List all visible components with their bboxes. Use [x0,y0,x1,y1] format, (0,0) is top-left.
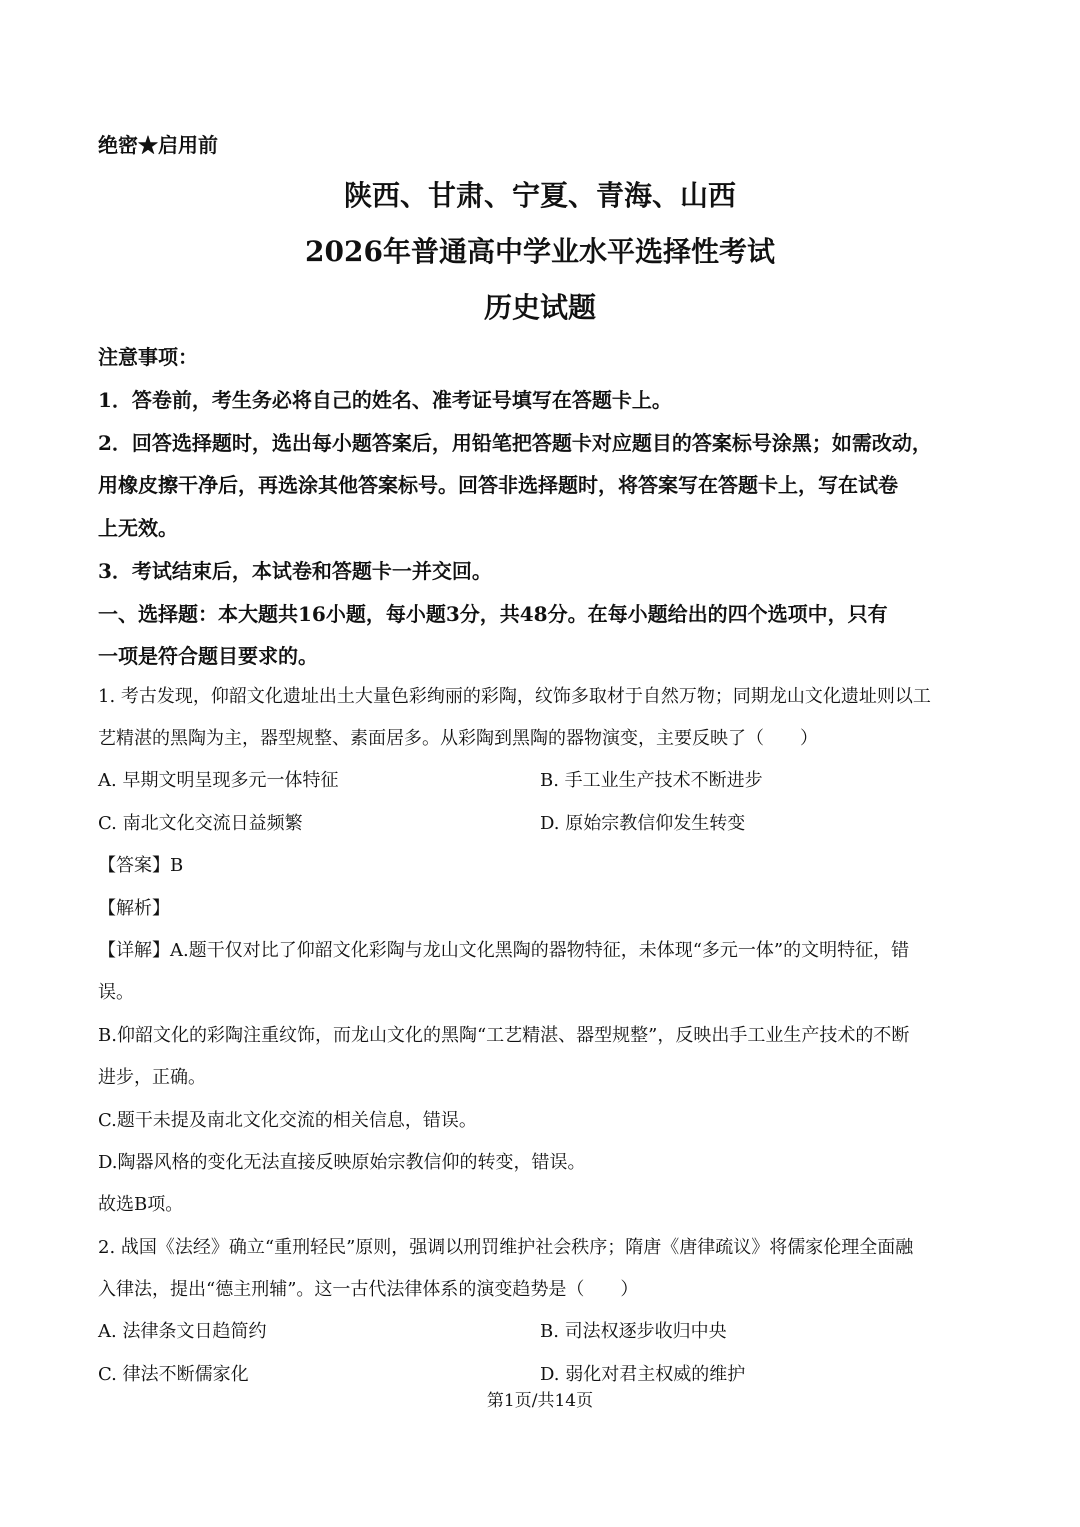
q2-option-c: C. 律法不断儒家化 [98,1364,249,1385]
q1-detail-a-line-1: 【详解】A.题干仅对比了仰韶文化彩陶与龙山文化黑陶的器物特征，未体现“多元一体”的文明特征，错 [98,940,910,961]
q1-detail-b-line-2: 进步，正确。 [98,1067,206,1088]
q1-option-a: A. 早期文明呈现多元一体特征 [98,770,339,791]
q1-option-d: D. 原始宗教信仰发生转变 [540,813,746,834]
secret-label: 绝密★启用前 [98,133,218,157]
q1-detail-a-line-2: 误。 [98,982,134,1003]
title-provinces: 陕西、甘肃、宁夏、青海、山西 [343,179,736,212]
page-number: 第1页/共14页 [486,1391,594,1411]
notice-item-3: 3．考试结束后，本试卷和答题卡一并交回。 [98,559,492,583]
q1-option-b: B. 手工业生产技术不断进步 [540,770,763,791]
q1-analysis-heading: 【解析】 [98,898,170,919]
q1-stem-line-2: 艺精湛的黑陶为主，器型规整、素面居多。从彩陶到黑陶的器物演变，主要反映了（ ） [98,728,818,749]
q2-option-d: D. 弱化对君主权威的维护 [540,1364,746,1385]
title-exam: 2026年普通高中学业水平选择性考试 [305,235,775,268]
q1-answer: 【答案】B [98,855,184,876]
q2-option-a: A. 法律条文日趋简约 [98,1321,267,1342]
q1-detail-b-line-1: B.仰韶文化的彩陶注重纹饰，而龙山文化的黑陶“工艺精湛、器型规整”，反映出手工业生产技术的不断 [98,1025,910,1046]
notice-heading: 注意事项： [98,345,198,369]
section-heading-line-1: 一、选择题：本大题共16小题，每小题3分，共48分。在每小题给出的四个选项中，只有 [98,602,888,626]
q1-detail-d: D.陶器风格的变化无法直接反映原始宗教信仰的转变，错误。 [98,1152,586,1173]
q2-option-b: B. 司法权逐步收归中央 [540,1321,727,1342]
notice-item-1: 1．答卷前，考生务必将自己的姓名、准考证号填写在答题卡上。 [98,388,672,412]
notice-item-2-line-1: 2．回答选择题时，选出每小题答案后，用铅笔把答题卡对应题目的答案标号涂黑；如需改动， [98,431,932,455]
q1-option-c: C. 南北文化交流日益频繁 [98,813,303,834]
title-subject: 历史试题 [483,291,596,324]
q2-stem-line-2: 入律法，提出“德主刑辅”。这一古代法律体系的演变趋势是（ ） [98,1279,639,1300]
notice-item-2-line-2: 用橡皮擦干净后，再选涂其他答案标号。回答非选择题时，将答案写在答题卡上，写在试卷 [98,473,898,497]
q2-stem-line-1: 2. 战国《法经》确立“重刑轻民”原则，强调以刑罚维护社会秩序；隋唐《唐律疏议》将儒家伦理全面融 [98,1237,914,1258]
q1-stem-line-1: 1. 考古发现，仰韶文化遗址出土大量色彩绚丽的彩陶，纹饰多取材于自然万物；同期龙山文化遗址则以工 [98,686,931,707]
q1-detail-c: C.题干未提及南北文化交流的相关信息，错误。 [98,1110,477,1131]
q1-conclusion: 故选B项。 [98,1194,184,1215]
notice-item-2-line-3: 上无效。 [98,516,178,540]
section-heading-line-2: 一项是符合题目要求的。 [98,644,318,668]
